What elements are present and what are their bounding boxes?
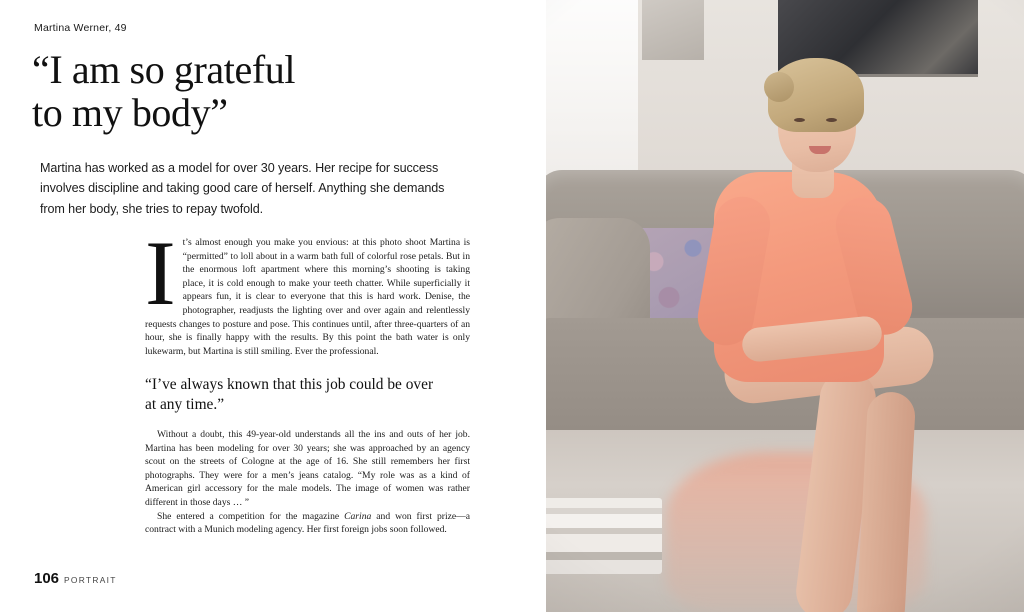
wall-art-small bbox=[642, 0, 704, 60]
drop-cap: I bbox=[145, 222, 176, 324]
body-paragraph-3 bbox=[145, 510, 470, 537]
left-eye bbox=[794, 118, 805, 122]
stacked-books bbox=[546, 498, 662, 574]
right-photo-page bbox=[546, 0, 1024, 612]
portrait-photograph bbox=[546, 0, 1024, 612]
article-body-column bbox=[145, 222, 470, 537]
article-body-tail bbox=[145, 428, 470, 537]
headline-line-1: “I am so grateful bbox=[32, 47, 296, 92]
magazine-name: Carina bbox=[344, 510, 372, 522]
pull-quote-line-1: “I’ve always known that this job could be over bbox=[145, 376, 434, 394]
article-kicker: Martina Werner, 49 bbox=[34, 22, 127, 34]
hair-bun bbox=[764, 72, 794, 102]
pull-quote bbox=[145, 375, 470, 414]
body-paragraph-1: t’s almost enough you make you envious: at this photo shoot Martina is “permitted” to loll about in a warm bath full of colorful rose petals. But in the enormous loft apartment where this morning’s shooting is taking place, it is cold enough to make your teeth chatter. While superficially it appears fun, it is clear to everyone that this is hard work. Denise, the photographer, readjusts the lighting over and over again and relentlessly requests changes to posture and pose. This continues until, after three-quarters of an hour, she is finally happy with the results. By this point the bath water is only lukewarm, but Martina is still smiling. Ever the professional. bbox=[145, 237, 470, 357]
section-label: PORTRAIT bbox=[64, 575, 117, 585]
body-paragraph-3-pre: She entered a competition for the magazine bbox=[157, 510, 345, 522]
body-paragraph-3-post: and won first prize—a contract with a Munich modeling agency. Her first foreign jobs soon followed. bbox=[145, 510, 470, 536]
page-title bbox=[32, 47, 502, 135]
page-number: 106 bbox=[34, 570, 60, 587]
pull-quote-line-2: at any time.” bbox=[145, 396, 225, 414]
article-standfirst: Martina has worked as a model for over 30 years. Her recipe for success involves discipline and taking good care of herself. Anything she demands from her body, she tries to repay twofold. bbox=[40, 161, 445, 216]
folio bbox=[34, 570, 117, 588]
body-paragraph-2: Without a doubt, this 49-year-old understands all the ins and outs of her job. Martina has been modeling for over 30 years; she was approached by an agency scout on the streets of Cologne at the age of 16. She still remembers her first photographs. They were for a men’s jeans catalog. “My role was as a kind of American girl accessory for the male models. The image of women was rather different in those days … ” bbox=[145, 428, 470, 508]
right-eye bbox=[826, 118, 837, 122]
headline-line-2: to my body” bbox=[32, 90, 228, 135]
